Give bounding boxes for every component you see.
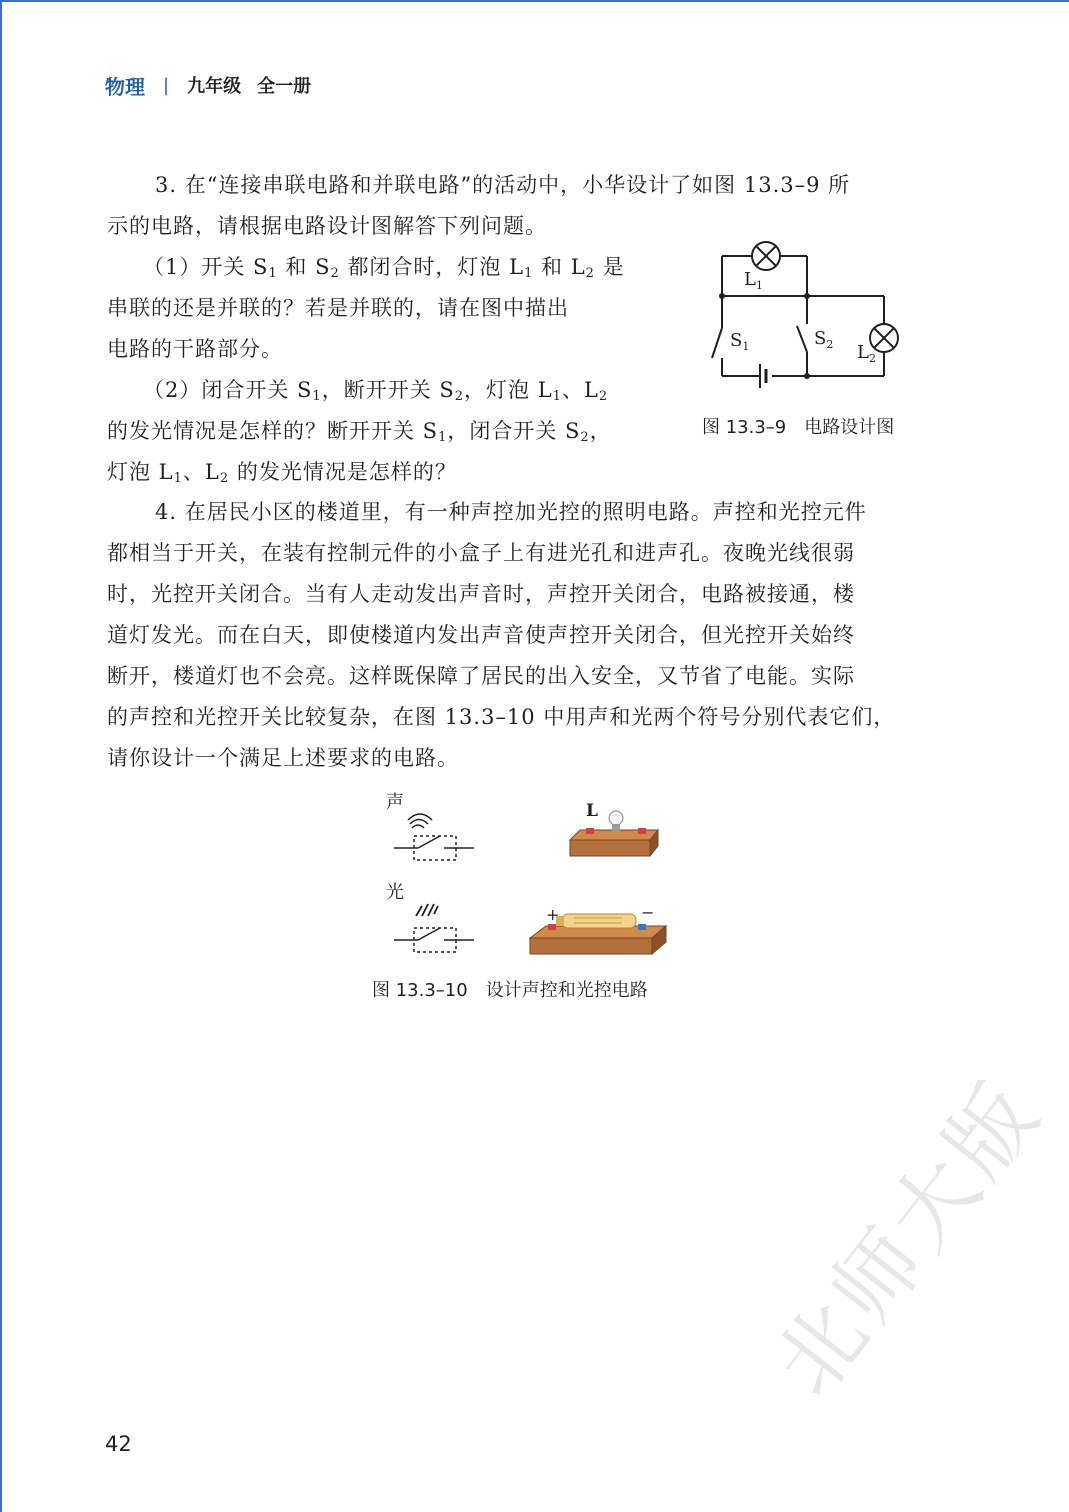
fig9-caption: 图 13.3–9 电路设计图 <box>702 417 895 438</box>
fig10-caption: 图 13.3–10 设计声控和光控电路 <box>372 980 648 1001</box>
page-number: 42 <box>105 1432 132 1456</box>
q3-part1-line-2: 串联的还是并联的？若是并联的，请在图中描出 <box>107 296 569 320</box>
q4-line-3: 时，光控开关闭合。当有人走动发出声音时，声控开关闭合，电路被接通，楼 <box>107 582 855 606</box>
q4-line-5: 断开，楼道灯也不会亮。这样既保障了居民的出入安全，又节省了电能。实际 <box>107 664 855 688</box>
label-L1: $L_1$ <box>744 269 763 292</box>
q3-part2-line-1: （2）闭合开关 $S_1$，断开开关 $S_2$，灯泡 $L_1$、$L_2$ <box>143 378 609 404</box>
watermark: 北师大版 <box>755 1062 1062 1414</box>
q3-part2-line-3: 灯泡 $L_1$、$L_2$ 的发光情况是怎样的？ <box>107 460 457 486</box>
svg-text:+: + <box>546 905 560 924</box>
circuit-diagram-fig9 <box>700 240 900 390</box>
svg-text:L: L <box>586 801 598 821</box>
grade-label: 九年级 <box>187 76 242 97</box>
q3-part1-line-1: （1）开关 $S_1$ 和 $S_2$ 都闭合时，灯泡 $L_1$ 和 $L_2$ 是 <box>143 255 625 281</box>
label-S1: $S_1$ <box>730 330 750 353</box>
light-switch-symbol <box>382 878 482 958</box>
label-L2: $L_2$ <box>857 342 876 365</box>
q4-line-4: 道灯发光。而在白天，即使楼道内发出声音使声控开关闭合，但光控开关始终 <box>107 623 855 647</box>
header-separator: | <box>163 74 170 96</box>
q3-part2-line-2: 的发光情况是怎样的？断开开关 $S_1$，闭合开关 $S_2$， <box>107 419 612 445</box>
q4-line-2: 都相当于开关，在装有控制元件的小盒子上有进光孔和进声孔。夜晚光线很弱 <box>107 541 855 565</box>
q3-line-2: 示的电路，请根据电路设计图解答下列问题。 <box>107 214 547 238</box>
q3-part1-line-3: 电路的干路部分。 <box>107 337 283 361</box>
svg-text:−: − <box>641 903 655 922</box>
subject-title: 物理 <box>105 74 145 99</box>
page-header <box>105 70 311 100</box>
svg-text:光: 光 <box>386 882 404 903</box>
q4-line-1: 4. 在居民小区的楼道里，有一种声控加光控的照明电路。声控和光控元件 <box>155 500 867 524</box>
label-S2: $S_2$ <box>814 328 834 351</box>
q4-line-6: 的声控和光控开关比较复杂，在图 13.3–10 中用声和光两个符号分别代表它们， <box>107 705 896 729</box>
lamp-board-illustration <box>566 796 666 866</box>
sound-switch-symbol <box>382 788 482 868</box>
q4-line-7: 请你设计一个满足上述要求的电路。 <box>107 746 459 770</box>
svg-text:声: 声 <box>386 792 404 813</box>
battery-board-illustration <box>526 900 676 960</box>
book-label: 全一册 <box>257 76 312 97</box>
q3-line-1: 3. 在“连接串联电路和并联电路”的活动中，小华设计了如图 13.3–9 所 <box>155 173 851 197</box>
